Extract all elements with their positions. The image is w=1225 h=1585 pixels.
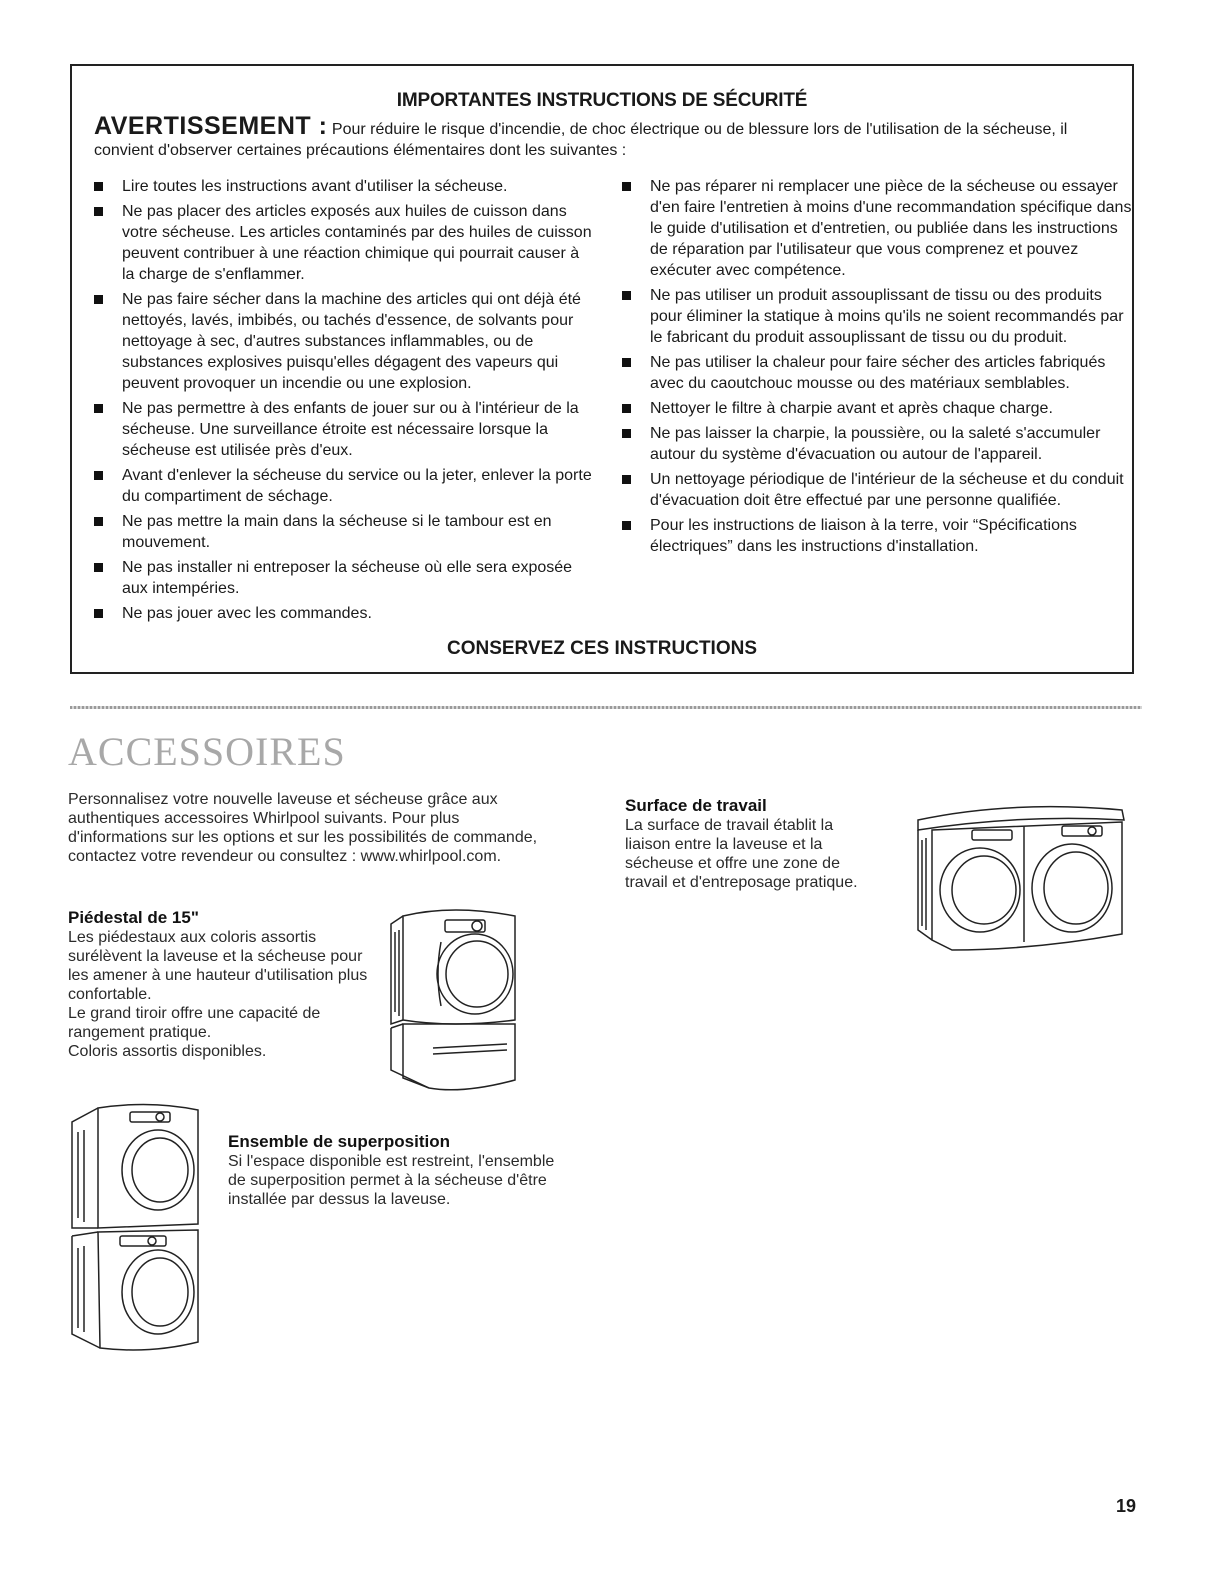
- square-bullet-icon: [622, 404, 631, 413]
- accessories-intro: Personnalisez votre nouvelle laveuse et sécheuse grâce aux authentiques accessoires Whirlpool suivants. Pour plus d'informations sur les options et sur les possibilités de commande, contactez votre revendeur ou consultez : www.whirlpool.com.: [68, 791, 538, 865]
- pedestal-colors-note: Coloris assortis disponibles.: [68, 1043, 267, 1060]
- page-number: 19: [1116, 1496, 1137, 1516]
- square-bullet-icon: [622, 182, 631, 191]
- pedestal-title: Piédestal de 15": [68, 908, 199, 927]
- list-item: Ne pas utiliser la chaleur pour faire sécher des articles fabriqués avec du caoutchouc mousse ou des matériaux semblables.: [622, 352, 1132, 394]
- list-item: Ne pas permettre à des enfants de jouer sur ou à l'intérieur de la sécheuse. Une surveillance étroite est nécessaire lorsque la sécheuse est utilisée près d'eux.: [94, 398, 594, 461]
- list-item: Avant d'enlever la sécheuse du service ou la jeter, enlever la porte du compartiment de séchage.: [94, 465, 594, 507]
- warning-label: AVERTISSEMENT :: [94, 112, 328, 140]
- warning-paragraph: [94, 112, 1104, 161]
- list-item: Nettoyer le filtre à charpie avant et après chaque charge.: [622, 398, 1132, 419]
- list-item: Ne pas laisser la charpie, la poussière, ou la saleté s'accumuler autour du système d'évacuation ou autour de l'appareil.: [622, 423, 1132, 465]
- square-bullet-icon: [94, 295, 103, 304]
- pedestal-description: Les piédestaux aux coloris assortis surélèvent la laveuse et la sécheuse pour les amener à une hauteur d'utilisation plus confortable.: [68, 929, 368, 1003]
- stacking-kit-title: Ensemble de superposition: [228, 1132, 450, 1151]
- safety-instructions-box: [70, 64, 1134, 674]
- square-bullet-icon: [622, 521, 631, 530]
- square-bullet-icon: [94, 404, 103, 413]
- safety-title: IMPORTANTES INSTRUCTIONS DE SÉCURITÉ: [396, 90, 808, 111]
- square-bullet-icon: [622, 475, 631, 484]
- square-bullet-icon: [622, 358, 631, 367]
- worksurface-title: Surface de travail: [625, 796, 767, 815]
- list-item: Lire toutes les instructions avant d'utiliser la sécheuse.: [94, 176, 594, 197]
- square-bullet-icon: [94, 563, 103, 572]
- worksurface-description: La surface de travail établit la liaison entre la laveuse et la sécheuse et offre une zone de travail et d'entreposage pratique.: [625, 817, 858, 891]
- square-bullet-icon: [94, 517, 103, 526]
- list-item: Ne pas réparer ni remplacer une pièce de la sécheuse ou essayer d'en faire l'entretien à moins d'une recommandation spécifique dans le guide d'utilisation et d'entretien, ou publiée dans les instructions de réparation par l'utilisateur que vous comprenez et pouvez exécuter avec compétence.: [622, 176, 1132, 281]
- pedestal-illustration: [383, 902, 523, 1092]
- safety-right-column: [622, 176, 1132, 561]
- worksurface-section: [625, 796, 875, 892]
- list-item: Ne pas mettre la main dans la sécheuse si le tambour est en mouvement.: [94, 511, 594, 553]
- accessories-heading: ACCESSOIRES: [68, 729, 346, 774]
- list-item: Un nettoyage périodique de l'intérieur de la sécheuse et du conduit d'évacuation doit être effectué par une personne qualifiée.: [622, 469, 1132, 511]
- stacking-kit-illustration: [60, 1098, 210, 1373]
- square-bullet-icon: [94, 609, 103, 618]
- list-item: Ne pas utiliser un produit assouplissant de tissu ou des produits pour éliminer la statique à moins qu'ils ne soient recommandés par le fabricant du produit assouplissant de tissu ou du produit.: [622, 285, 1132, 348]
- safety-left-column: [94, 176, 594, 628]
- list-item: Ne pas jouer avec les commandes.: [94, 603, 594, 624]
- stacking-kit-description: Si l'espace disponible est restreint, l'ensemble de superposition permet à la sécheuse d'être installée par dessus la laveuse.: [228, 1153, 555, 1208]
- list-item: Ne pas faire sécher dans la machine des articles qui ont déjà été nettoyés, lavés, imbibés, ou tachés d'essence, de solvants pour nettoyage à sec, d'autres substances inflammables, ou de substances explosives puisqu'elles dégagent des vapeurs qui peuvent provoquer un incendie ou une explosion.: [94, 289, 594, 394]
- list-item: Ne pas placer des articles exposés aux huiles de cuisson dans votre sécheuse. Les articles contaminés par des huiles de cuisson peuvent contribuer à une réaction chimique qui pourrait causer à la charge de s'enflammer.: [94, 201, 594, 285]
- save-instructions-footer: CONSERVEZ CES INSTRUCTIONS: [446, 638, 758, 659]
- pedestal-section: [68, 908, 368, 1061]
- square-bullet-icon: [94, 182, 103, 191]
- square-bullet-icon: [622, 429, 631, 438]
- square-bullet-icon: [94, 471, 103, 480]
- list-item: Pour les instructions de liaison à la terre, voir “Spécifications électriques” dans les instructions d'installation.: [622, 515, 1132, 557]
- pedestal-storage-note: Le grand tiroir offre une capacité de rangement pratique.: [68, 1005, 321, 1041]
- worksurface-illustration: [912, 800, 1132, 960]
- square-bullet-icon: [94, 207, 103, 216]
- list-item: Ne pas installer ni entreposer la sécheuse où elle sera exposée aux intempéries.: [94, 557, 594, 599]
- stacking-kit-section: [228, 1132, 568, 1209]
- section-divider: [70, 706, 1142, 709]
- square-bullet-icon: [622, 291, 631, 300]
- warning-text: Pour réduire le risque d'incendie, de choc électrique ou de blessure lors de l'utilisation de la sécheuse, il convient d'observer certaines précautions élémentaires dont les suivantes :: [94, 121, 1068, 159]
